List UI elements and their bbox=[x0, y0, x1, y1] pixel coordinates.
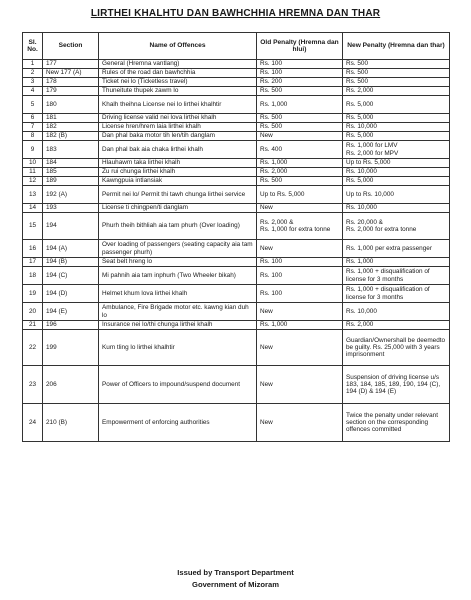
sl-no-cell: 1 bbox=[23, 60, 43, 69]
old-penalty-cell: New bbox=[257, 330, 343, 366]
old-penalty-cell: New bbox=[257, 404, 343, 442]
old-penalty-cell: Rs. 1,000 bbox=[257, 321, 343, 330]
offence-cell: Khalh theihna License nei lo lirthei khalhtir bbox=[99, 96, 257, 114]
section-cell: 194 (D) bbox=[43, 285, 99, 303]
sl-no-cell: 8 bbox=[23, 132, 43, 141]
table-row bbox=[23, 186, 450, 204]
old-penalty-cell: New bbox=[257, 204, 343, 213]
sl-no-cell: 5 bbox=[23, 96, 43, 114]
offence-cell: Kawngpuia intlansiak bbox=[99, 177, 257, 186]
sl-no-cell: 20 bbox=[23, 303, 43, 321]
old-penalty-cell: Rs. 100 bbox=[257, 69, 343, 78]
table-row bbox=[23, 60, 450, 69]
old-penalty-cell: New bbox=[257, 132, 343, 141]
table-row bbox=[23, 78, 450, 87]
old-penalty-cell: Rs. 100 bbox=[257, 258, 343, 267]
old-penalty-cell: Rs. 200 bbox=[257, 78, 343, 87]
sl-no-cell: 16 bbox=[23, 240, 43, 258]
offence-cell: Rules of the road dan bawhchhia bbox=[99, 69, 257, 78]
sl-no-cell: 23 bbox=[23, 366, 43, 404]
offence-cell: Mi pahnih aia tam inphurh (Two Wheeler bikah) bbox=[99, 267, 257, 285]
new-penalty-cell: Rs. 10,000 bbox=[343, 123, 450, 132]
table-row bbox=[23, 330, 450, 366]
table-row bbox=[23, 159, 450, 168]
old-penalty-cell: Rs. 1,000 bbox=[257, 96, 343, 114]
new-penalty-cell: Rs. 5,000 bbox=[343, 114, 450, 123]
table-row bbox=[23, 96, 450, 114]
table-header-row bbox=[23, 33, 450, 60]
footer-government: Government of Mizoram bbox=[192, 580, 279, 589]
new-penalty-cell: Rs. 20,000 & Rs. 2,000 for extra tonne bbox=[343, 213, 450, 240]
sl-no-cell: 7 bbox=[23, 123, 43, 132]
header-offence: Name of Offences bbox=[99, 33, 257, 60]
section-cell: 183 bbox=[43, 141, 99, 159]
section-cell: 206 bbox=[43, 366, 99, 404]
offence-cell: Dan phal bak aia chaka lirthei khalh bbox=[99, 141, 257, 159]
section-cell: 184 bbox=[43, 159, 99, 168]
new-penalty-cell: Rs. 2,000 bbox=[343, 87, 450, 96]
footer-issuer: Issued by Transport Department bbox=[177, 568, 294, 577]
new-penalty-cell: Rs. 500 bbox=[343, 78, 450, 87]
section-cell: 194 bbox=[43, 213, 99, 240]
table-row bbox=[23, 114, 450, 123]
offence-cell: Driving license valid nei lova lirthei khalh bbox=[99, 114, 257, 123]
table-row bbox=[23, 141, 450, 159]
new-penalty-cell: Suspension of driving license u/s 183, 184, 185, 189, 190, 194 (C), 194 (D) & 194 (E) bbox=[343, 366, 450, 404]
old-penalty-cell: Rs. 100 bbox=[257, 60, 343, 69]
table-row bbox=[23, 303, 450, 321]
new-penalty-cell: Rs. 1,000 for LMV Rs. 2,000 for MPV bbox=[343, 141, 450, 159]
table-row bbox=[23, 123, 450, 132]
new-penalty-cell: Up to Rs. 10,000 bbox=[343, 186, 450, 204]
old-penalty-cell: Rs. 500 bbox=[257, 177, 343, 186]
offence-cell: Insurance nei lo/thi chunga lirthei khalh bbox=[99, 321, 257, 330]
table-body bbox=[23, 60, 450, 442]
table-row bbox=[23, 404, 450, 442]
sl-no-cell: 19 bbox=[23, 285, 43, 303]
sl-no-cell: 11 bbox=[23, 168, 43, 177]
section-cell: New 177 (A) bbox=[43, 69, 99, 78]
new-penalty-cell: Rs. 5,000 bbox=[343, 96, 450, 114]
sl-no-cell: 4 bbox=[23, 87, 43, 96]
new-penalty-cell: Rs. 1,000 per extra passenger bbox=[343, 240, 450, 258]
section-cell: 179 bbox=[43, 87, 99, 96]
offence-cell: Seat belt hreng lo bbox=[99, 258, 257, 267]
sl-no-cell: 15 bbox=[23, 213, 43, 240]
section-cell: 194 (B) bbox=[43, 258, 99, 267]
header-old-penalty: Old Penalty (Hremna dan hlui) bbox=[257, 33, 343, 60]
offence-cell: Zu rui chunga lirthei khalh bbox=[99, 168, 257, 177]
sl-no-cell: 6 bbox=[23, 114, 43, 123]
section-cell: 185 bbox=[43, 168, 99, 177]
section-cell: 193 bbox=[43, 204, 99, 213]
new-penalty-cell: Rs. 1,000 + disqualification of license for 3 months bbox=[343, 267, 450, 285]
document-title: LIRTHEI KHALHTU DAN BAWHCHHIA HREMNA DAN THAR bbox=[90, 8, 381, 19]
section-cell: 182 (B) bbox=[43, 132, 99, 141]
table-row bbox=[23, 87, 450, 96]
section-cell: 180 bbox=[43, 96, 99, 114]
section-cell: 194 (A) bbox=[43, 240, 99, 258]
new-penalty-cell: Rs. 5,000 bbox=[343, 177, 450, 186]
sl-no-cell: 17 bbox=[23, 258, 43, 267]
offence-cell: Thuneitute thupek zawm lo bbox=[99, 87, 257, 96]
sl-no-cell: 12 bbox=[23, 177, 43, 186]
header-sl-no: Sl. No. bbox=[23, 33, 43, 60]
table-row bbox=[23, 213, 450, 240]
offence-cell: Phurh theih bithliah aia tam phurh (Over loading) bbox=[99, 213, 257, 240]
new-penalty-cell: Rs. 10,000 bbox=[343, 303, 450, 321]
offence-cell: Power of Officers to impound/suspend document bbox=[99, 366, 257, 404]
new-penalty-cell: Rs. 1,000 + disqualification of license for 3 months bbox=[343, 285, 450, 303]
section-cell: 181 bbox=[43, 114, 99, 123]
old-penalty-cell: Rs. 100 bbox=[257, 285, 343, 303]
section-cell: 189 bbox=[43, 177, 99, 186]
sl-no-cell: 9 bbox=[23, 141, 43, 159]
section-cell: 194 (E) bbox=[43, 303, 99, 321]
sl-no-cell: 21 bbox=[23, 321, 43, 330]
offence-cell: Over loading of passengers (seating capacity aia tam passenger phurh) bbox=[99, 240, 257, 258]
offence-cell: Kum tling lo lirthei khalhtir bbox=[99, 330, 257, 366]
new-penalty-cell: Twice the penalty under relevant section on the corresponding offences committed bbox=[343, 404, 450, 442]
offence-cell: License ti chingpen/ti danglam bbox=[99, 204, 257, 213]
sl-no-cell: 2 bbox=[23, 69, 43, 78]
old-penalty-cell: Rs. 1,000 bbox=[257, 159, 343, 168]
old-penalty-cell: Rs. 500 bbox=[257, 114, 343, 123]
table-row bbox=[23, 240, 450, 258]
old-penalty-cell: Rs. 400 bbox=[257, 141, 343, 159]
offence-cell: Dan phal baka motor tih len/tih danglam bbox=[99, 132, 257, 141]
offence-cell: Ambulance, Fire Brigade motor etc. kawng kian duh lo bbox=[99, 303, 257, 321]
old-penalty-cell: Rs. 2,000 bbox=[257, 168, 343, 177]
old-penalty-cell: New bbox=[257, 303, 343, 321]
table-row bbox=[23, 285, 450, 303]
section-cell: 196 bbox=[43, 321, 99, 330]
section-cell: 182 bbox=[43, 123, 99, 132]
old-penalty-cell: Up to Rs. 5,000 bbox=[257, 186, 343, 204]
new-penalty-cell: Rs. 500 bbox=[343, 69, 450, 78]
table-row bbox=[23, 204, 450, 213]
section-cell: 192 (A) bbox=[43, 186, 99, 204]
offence-cell: Hlauhawm taka lirthei khalh bbox=[99, 159, 257, 168]
offence-cell: Ticket nei lo (Ticketless travel) bbox=[99, 78, 257, 87]
table-row bbox=[23, 132, 450, 141]
table-row bbox=[23, 168, 450, 177]
new-penalty-cell: Rs. 2,000 bbox=[343, 321, 450, 330]
new-penalty-cell: Up to Rs. 5,000 bbox=[343, 159, 450, 168]
sl-no-cell: 22 bbox=[23, 330, 43, 366]
table-row bbox=[23, 321, 450, 330]
old-penalty-cell: Rs. 500 bbox=[257, 87, 343, 96]
section-cell: 194 (C) bbox=[43, 267, 99, 285]
section-cell: 210 (B) bbox=[43, 404, 99, 442]
table-row bbox=[23, 177, 450, 186]
table-row bbox=[23, 267, 450, 285]
table-row bbox=[23, 69, 450, 78]
penalty-table bbox=[22, 32, 450, 442]
old-penalty-cell: Rs. 2,000 & Rs. 1,000 for extra tonne bbox=[257, 213, 343, 240]
new-penalty-cell: Guardian/Ownershall be deemedto be guilty. Rs. 25,000 with 3 years imprisonment bbox=[343, 330, 450, 366]
new-penalty-cell: Rs. 500 bbox=[343, 60, 450, 69]
offence-cell: Helmet khum lova lirthei khalh bbox=[99, 285, 257, 303]
sl-no-cell: 18 bbox=[23, 267, 43, 285]
old-penalty-cell: New bbox=[257, 240, 343, 258]
new-penalty-cell: Rs. 1,000 bbox=[343, 258, 450, 267]
offence-cell: License hren/hrem laia lirthei khalh bbox=[99, 123, 257, 132]
offence-cell: Empowerment of enforcing authorities bbox=[99, 404, 257, 442]
sl-no-cell: 14 bbox=[23, 204, 43, 213]
sl-no-cell: 10 bbox=[23, 159, 43, 168]
header-section: Section bbox=[43, 33, 99, 60]
sl-no-cell: 24 bbox=[23, 404, 43, 442]
sl-no-cell: 13 bbox=[23, 186, 43, 204]
old-penalty-cell: New bbox=[257, 366, 343, 404]
header-new-penalty: New Penalty (Hremna dan thar) bbox=[343, 33, 450, 60]
table-row bbox=[23, 258, 450, 267]
offence-cell: General (Hremna vantlang) bbox=[99, 60, 257, 69]
section-cell: 199 bbox=[43, 330, 99, 366]
new-penalty-cell: Rs. 5,000 bbox=[343, 132, 450, 141]
new-penalty-cell: Rs. 10,000 bbox=[343, 168, 450, 177]
new-penalty-cell: Rs. 10,000 bbox=[343, 204, 450, 213]
sl-no-cell: 3 bbox=[23, 78, 43, 87]
offence-cell: Permit nei lo/ Permit thi tawh chunga lirthei service bbox=[99, 186, 257, 204]
section-cell: 178 bbox=[43, 78, 99, 87]
old-penalty-cell: Rs. 500 bbox=[257, 123, 343, 132]
old-penalty-cell: Rs. 100 bbox=[257, 267, 343, 285]
table-row bbox=[23, 366, 450, 404]
section-cell: 177 bbox=[43, 60, 99, 69]
